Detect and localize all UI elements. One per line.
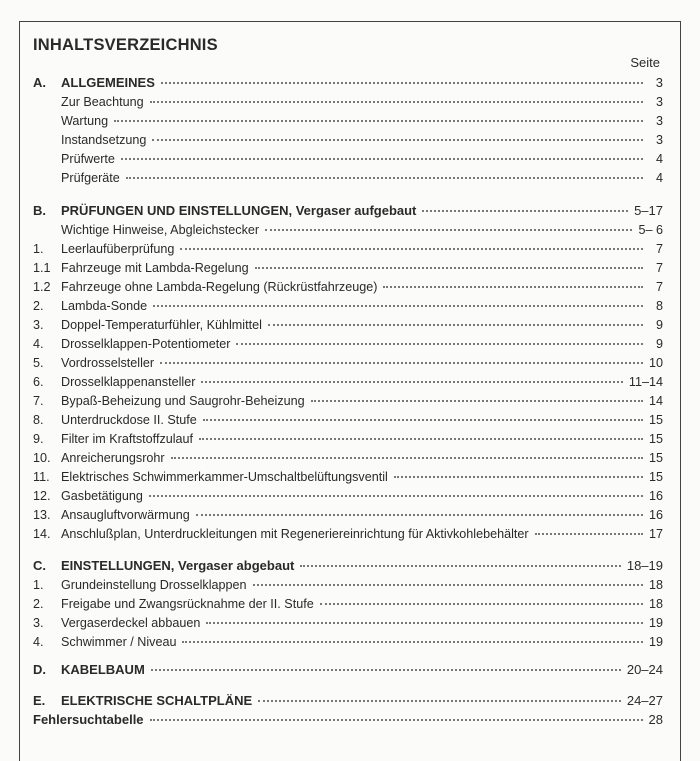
toc-entry-page: 5– 6 [638, 223, 663, 237]
toc-entry-page: 24–27 [626, 693, 663, 708]
toc-entry [33, 487, 663, 505]
toc-entry-page: 10 [648, 356, 663, 370]
toc-entry-number: 1.1 [33, 261, 51, 275]
toc-entry-page: 7 [655, 242, 663, 256]
toc-entry-title: Ansaugluftvorwärmung [61, 508, 190, 522]
dot-leader [201, 380, 623, 383]
toc-entry-title: Wichtige Hinweise, Abgleichstecker [61, 223, 260, 237]
toc-entry-page: 17 [648, 527, 663, 541]
dot-leader [236, 342, 643, 345]
toc-entry [33, 259, 663, 277]
dot-leader [265, 228, 632, 231]
toc-entry-page: 3 [655, 75, 663, 90]
toc-entry-page: 18 [648, 578, 663, 592]
toc-entry-page: 9 [655, 318, 663, 332]
toc-entry-title: Prüfwerte [61, 152, 115, 166]
toc-entry-page: 19 [648, 635, 663, 649]
toc-entry-number: 1. [33, 242, 44, 256]
toc-entry-page: 15 [648, 451, 663, 465]
dot-leader [255, 266, 643, 269]
toc-entry-number: 14. [33, 527, 51, 541]
toc-entry [33, 661, 663, 679]
toc-entry-page: 28 [648, 712, 663, 727]
dot-leader [300, 564, 621, 567]
toc-entry-number: 3. [33, 616, 44, 630]
toc-entry [33, 354, 663, 372]
toc-entry-title: Filter im Kraftstoffzulauf [61, 432, 194, 446]
toc-entry-title: Fahrzeuge mit Lambda-Regelung [61, 261, 249, 275]
toc-entry [33, 576, 663, 594]
toc-entry-title: Elektrisches Schwimmerkammer-Umschaltbelüftungsventil [61, 470, 388, 484]
toc-entry [33, 373, 663, 391]
toc-entry-number: 7. [33, 394, 44, 408]
toc-entry-title: ELEKTRISCHE SCHALTPLÄNE [61, 693, 253, 708]
dot-leader [203, 418, 643, 421]
toc-entry-page: 3 [655, 133, 663, 147]
dot-leader [535, 532, 643, 535]
toc-entry [33, 557, 663, 575]
toc-entry-title: Prüfgeräte [61, 171, 120, 185]
dot-leader [151, 668, 621, 671]
toc-entry [33, 430, 663, 448]
dot-leader [182, 640, 643, 643]
toc-entry-page: 4 [655, 152, 663, 166]
dot-leader [161, 81, 643, 84]
toc-entry-number: 6. [33, 375, 44, 389]
toc-entry-title: Unterdruckdose II. Stufe [61, 413, 197, 427]
toc-entry-page: 11–14 [628, 375, 663, 389]
toc-entry-title: Drosselklappen-Potentiometer [61, 337, 231, 351]
toc-entry-title: Vergaserdeckel abbauen [61, 616, 201, 630]
toc-entry-page: 3 [655, 95, 663, 109]
toc-entry [33, 278, 663, 296]
toc-entry-number: 4. [33, 337, 44, 351]
dot-leader [121, 157, 643, 160]
dot-leader [160, 361, 643, 364]
toc-entry-title: Bypaß-Beheizung und Saugrohr-Beheizung [61, 394, 305, 408]
toc-entry-page: 5–17 [634, 203, 663, 218]
toc-entry-title: Anreicherungsrohr [61, 451, 165, 465]
toc-entry-title: KABELBAUM [61, 662, 145, 677]
toc-entry [33, 506, 663, 524]
toc-entry-page: 18–19 [626, 558, 663, 573]
toc-entry-title: Freigabe und Zwangsrücknahme der II. Stufe [61, 597, 314, 611]
dot-leader [150, 100, 643, 103]
toc-entry-title: EINSTELLUNGEN, Vergaser abgebaut [61, 558, 295, 573]
toc-entry-number: 5. [33, 356, 44, 370]
dot-leader [199, 437, 643, 440]
toc-entry [33, 711, 663, 729]
toc-entry-title: Zur Beachtung [61, 95, 144, 109]
dot-leader [206, 621, 643, 624]
toc-entry [33, 335, 663, 353]
dot-leader [311, 399, 643, 402]
toc-entry-title: Wartung [61, 114, 109, 128]
toc-entry [33, 93, 663, 111]
page-column-label: Seite [630, 55, 660, 70]
toc-entry-page: 15 [648, 470, 663, 484]
toc-entry-title: ALLGEMEINES [61, 75, 155, 90]
toc-entry-title: Fehlersuchtabelle [33, 712, 144, 727]
toc-entry-number: 1. [33, 578, 44, 592]
dot-leader [268, 323, 643, 326]
toc-entry [33, 74, 663, 92]
toc-entry [33, 595, 663, 613]
toc-entry-number: 8. [33, 413, 44, 427]
toc-entry-number: C. [33, 558, 46, 573]
toc-entry-title: PRÜFUNGEN UND EINSTELLUNGEN, Vergaser aufgebaut [61, 203, 417, 218]
toc-entry-title: Anschlußplan, Unterdruckleitungen mit Regeneriereinrichtung für Aktivkohlebehälter [61, 527, 529, 541]
toc-entry [33, 692, 663, 710]
toc-entry [33, 131, 663, 149]
dot-leader [153, 304, 643, 307]
toc-entry [33, 202, 663, 220]
dot-leader [126, 176, 643, 179]
toc-entry-number: 1.2 [33, 280, 51, 294]
dot-leader [180, 247, 643, 250]
dot-leader [114, 119, 643, 122]
toc-entry-number: 13. [33, 508, 51, 522]
toc-entry-title: Grundeinstellung Drosselklappen [61, 578, 247, 592]
toc-entry-title: Instandsetzung [61, 133, 147, 147]
toc-entry-number: 10. [33, 451, 51, 465]
dot-leader [152, 138, 643, 141]
toc-entry [33, 150, 663, 168]
toc-entry-page: 18 [648, 597, 663, 611]
dot-leader [258, 699, 621, 702]
toc-entry [33, 112, 663, 130]
toc-entry-title: Schwimmer / Niveau [61, 635, 177, 649]
toc-entry [33, 297, 663, 315]
toc-entry [33, 468, 663, 486]
dot-leader [320, 602, 643, 605]
toc-entry [33, 614, 663, 632]
toc-entry-title: Doppel-Temperaturfühler, Kühlmittel [61, 318, 262, 332]
toc-entry [33, 411, 663, 429]
toc-entry-page: 3 [655, 114, 663, 128]
toc-entry [33, 316, 663, 334]
toc-entry-number: 9. [33, 432, 44, 446]
toc-entry-title: Vordrosselsteller [61, 356, 155, 370]
toc-entry-page: 19 [648, 616, 663, 630]
toc-entry [33, 169, 663, 187]
toc-entry [33, 525, 663, 543]
toc-entry-page: 15 [648, 413, 663, 427]
toc-entry-number: 4. [33, 635, 44, 649]
toc-entry [33, 392, 663, 410]
dot-leader [150, 718, 643, 721]
dot-leader [196, 513, 643, 516]
toc-entry-number: 12. [33, 489, 51, 503]
toc-entry-page: 4 [655, 171, 663, 185]
toc-entry [33, 221, 663, 239]
dot-leader [149, 494, 643, 497]
toc-entry [33, 449, 663, 467]
toc-entry-number: 2. [33, 299, 44, 313]
dot-leader [422, 209, 628, 212]
toc-entry-number: B. [33, 203, 46, 218]
toc-entry-page: 14 [648, 394, 663, 408]
toc-entry-number: 2. [33, 597, 44, 611]
toc-entry-number: D. [33, 662, 46, 677]
toc-entry-number: 11. [33, 470, 50, 484]
toc-entry-page: 16 [648, 508, 663, 522]
toc-entry-number: 3. [33, 318, 44, 332]
toc-entry-title: Lambda-Sonde [61, 299, 148, 313]
toc-entry-page: 8 [655, 299, 663, 313]
dot-leader [171, 456, 643, 459]
toc-entry-title: Fahrzeuge ohne Lambda-Regelung (Rückrüstfahrzeuge) [61, 280, 378, 294]
toc-entry-page: 20–24 [626, 662, 663, 677]
toc-entry [33, 633, 663, 651]
toc-entry-page: 16 [648, 489, 663, 503]
toc-entry-title: Leerlaufüberprüfung [61, 242, 175, 256]
toc-entry-page: 15 [648, 432, 663, 446]
dot-leader [383, 285, 643, 288]
toc-entry-page: 9 [655, 337, 663, 351]
toc-entry-number: E. [33, 693, 46, 708]
toc-entry-page: 7 [655, 280, 663, 294]
toc-entry-title: Drosselklappenansteller [61, 375, 196, 389]
dot-leader [253, 583, 643, 586]
toc-title: INHALTSVERZEICHNIS [33, 36, 218, 54]
toc-entry [33, 240, 663, 258]
toc-entry-page: 7 [655, 261, 663, 275]
toc-entry-number: A. [33, 75, 46, 90]
dot-leader [394, 475, 643, 478]
toc-entry-title: Gasbetätigung [61, 489, 143, 503]
